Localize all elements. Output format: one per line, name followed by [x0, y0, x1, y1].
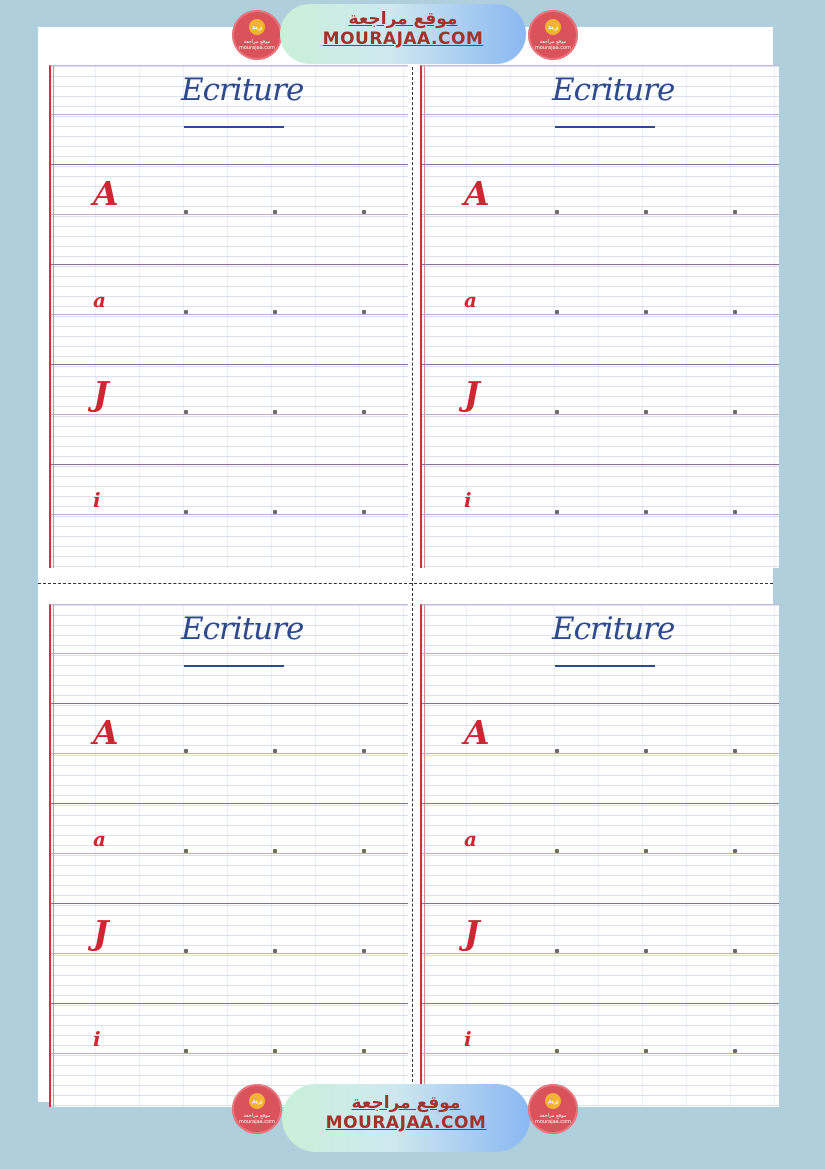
ruling-line [51, 364, 408, 365]
start-dot [184, 510, 188, 514]
ruling-line [51, 1003, 408, 1004]
ruling-line [51, 464, 408, 465]
start-dot [644, 849, 648, 853]
title-underline [555, 126, 655, 128]
ruling-line [422, 1053, 779, 1054]
writing-panel [420, 604, 779, 1107]
ruling-line [51, 514, 408, 515]
logo-caption-en: mourajaa.com [238, 1119, 275, 1125]
logo-badge-right-bottom [528, 1084, 578, 1134]
ruling-line [422, 703, 779, 704]
worksheet-title: Ecriture [552, 72, 675, 108]
ruling-line [51, 703, 408, 704]
model-letter-lowercase: a [464, 288, 477, 312]
ruling-line [422, 414, 779, 415]
start-dot [362, 510, 366, 514]
start-dot [733, 1049, 737, 1053]
logo-mark-icon: زيد [545, 19, 561, 35]
footer-badge[interactable] [282, 1084, 530, 1152]
start-dot [184, 949, 188, 953]
ruling-line [51, 264, 408, 265]
logo-caption-en: mourajaa.com [534, 1119, 571, 1125]
start-dot [644, 949, 648, 953]
start-dot [184, 749, 188, 753]
ruling-line [51, 803, 408, 804]
model-letter-uppercase: J [464, 374, 480, 413]
model-letter-uppercase: J [93, 913, 109, 952]
logo-mark-icon: زيد [545, 1093, 561, 1109]
ruling-line [422, 803, 779, 804]
title-underline [184, 126, 284, 128]
ruling-line [51, 164, 408, 165]
start-dot [644, 1049, 648, 1053]
header-badge-arabic[interactable]: موقع مراجعة [348, 9, 458, 29]
margin-line [53, 605, 54, 1107]
start-dot [733, 849, 737, 853]
ruling-line [51, 753, 408, 754]
start-dot [362, 310, 366, 314]
ruling-line [422, 903, 779, 904]
start-dot [555, 210, 559, 214]
model-letter-uppercase: A [464, 713, 490, 752]
model-letter-uppercase: A [93, 174, 119, 213]
start-dot [644, 749, 648, 753]
logo-caption-ar: موقع مراجعة [539, 1113, 567, 1119]
start-dot [273, 849, 277, 853]
start-dot [733, 749, 737, 753]
model-letter-uppercase: J [464, 913, 480, 952]
start-dot [555, 410, 559, 414]
model-letter-lowercase: i [464, 1027, 472, 1051]
title-underline [184, 665, 284, 667]
start-dot [555, 510, 559, 514]
start-dot [733, 210, 737, 214]
logo-badge-right-top [528, 10, 578, 60]
model-letter-uppercase: A [93, 713, 119, 752]
start-dot [273, 310, 277, 314]
ruling-line [422, 514, 779, 515]
ruling-line [422, 853, 779, 854]
ruling-line [51, 1053, 408, 1054]
model-letter-uppercase: A [464, 174, 490, 213]
title-underline [555, 665, 655, 667]
writing-panel [49, 65, 408, 568]
start-dot [555, 849, 559, 853]
start-dot [362, 410, 366, 414]
start-dot [184, 210, 188, 214]
start-dot [733, 410, 737, 414]
header-badge-domain[interactable]: MOURAJAA.COM [322, 29, 484, 49]
model-letter-uppercase: J [93, 374, 109, 413]
worksheet-sheet [38, 27, 773, 1102]
model-letter-lowercase: a [93, 288, 106, 312]
ruling-line [422, 314, 779, 315]
ruling-line [422, 364, 779, 365]
model-letter-lowercase: a [464, 827, 477, 851]
logo-caption-en: mourajaa.com [238, 45, 275, 51]
start-dot [555, 1049, 559, 1053]
ruling-line [422, 214, 779, 215]
ruling-line [422, 164, 779, 165]
start-dot [733, 310, 737, 314]
start-dot [644, 210, 648, 214]
ruling-line [51, 214, 408, 215]
cut-line-horizontal [38, 583, 773, 584]
start-dot [184, 849, 188, 853]
start-dot [273, 749, 277, 753]
writing-panel [49, 604, 408, 1107]
worksheet-title: Ecriture [181, 611, 304, 647]
start-dot [733, 510, 737, 514]
logo-mark-icon: زيد [249, 19, 265, 35]
ruling-line [51, 114, 408, 115]
ruling-line [51, 903, 408, 904]
start-dot [273, 510, 277, 514]
ruling-line [422, 753, 779, 754]
ruling-line [51, 653, 408, 654]
start-dot [644, 410, 648, 414]
worksheet-title: Ecriture [552, 611, 675, 647]
model-letter-lowercase: a [93, 827, 106, 851]
start-dot [273, 1049, 277, 1053]
footer-badge-domain[interactable]: MOURAJAA.COM [325, 1113, 487, 1133]
model-letter-lowercase: i [93, 1027, 101, 1051]
cut-line-vertical [412, 67, 413, 1102]
start-dot [362, 949, 366, 953]
start-dot [555, 310, 559, 314]
ruling-line [422, 953, 779, 954]
footer-badge-arabic[interactable]: موقع مراجعة [351, 1093, 461, 1113]
ruling-line [422, 653, 779, 654]
start-dot [184, 410, 188, 414]
start-dot [184, 310, 188, 314]
logo-caption-ar: موقع مراجعة [539, 39, 567, 45]
logo-caption-en: mourajaa.com [534, 45, 571, 51]
ruling-line [422, 264, 779, 265]
logo-badge-left-bottom [232, 1084, 282, 1134]
start-dot [184, 1049, 188, 1053]
margin-line [424, 66, 425, 568]
margin-line [424, 605, 425, 1107]
start-dot [733, 949, 737, 953]
margin-line [53, 66, 54, 568]
ruling-line [422, 1003, 779, 1004]
start-dot [644, 510, 648, 514]
start-dot [555, 749, 559, 753]
start-dot [273, 210, 277, 214]
logo-caption-ar: موقع مراجعة [243, 1113, 271, 1119]
start-dot [362, 210, 366, 214]
start-dot [555, 949, 559, 953]
ruling-line [51, 414, 408, 415]
start-dot [644, 310, 648, 314]
start-dot [362, 1049, 366, 1053]
logo-mark-icon: زيد [249, 1093, 265, 1109]
start-dot [362, 849, 366, 853]
writing-panel [420, 65, 779, 568]
logo-caption-ar: موقع مراجعة [243, 39, 271, 45]
ruling-line [422, 464, 779, 465]
model-letter-lowercase: i [93, 488, 101, 512]
start-dot [362, 749, 366, 753]
logo-badge-left-top [232, 10, 282, 60]
start-dot [273, 949, 277, 953]
ruling-line [51, 953, 408, 954]
header-badge[interactable] [280, 4, 526, 64]
start-dot [273, 410, 277, 414]
worksheet-title: Ecriture [181, 72, 304, 108]
model-letter-lowercase: i [464, 488, 472, 512]
ruling-line [51, 853, 408, 854]
ruling-line [51, 314, 408, 315]
ruling-line [422, 114, 779, 115]
